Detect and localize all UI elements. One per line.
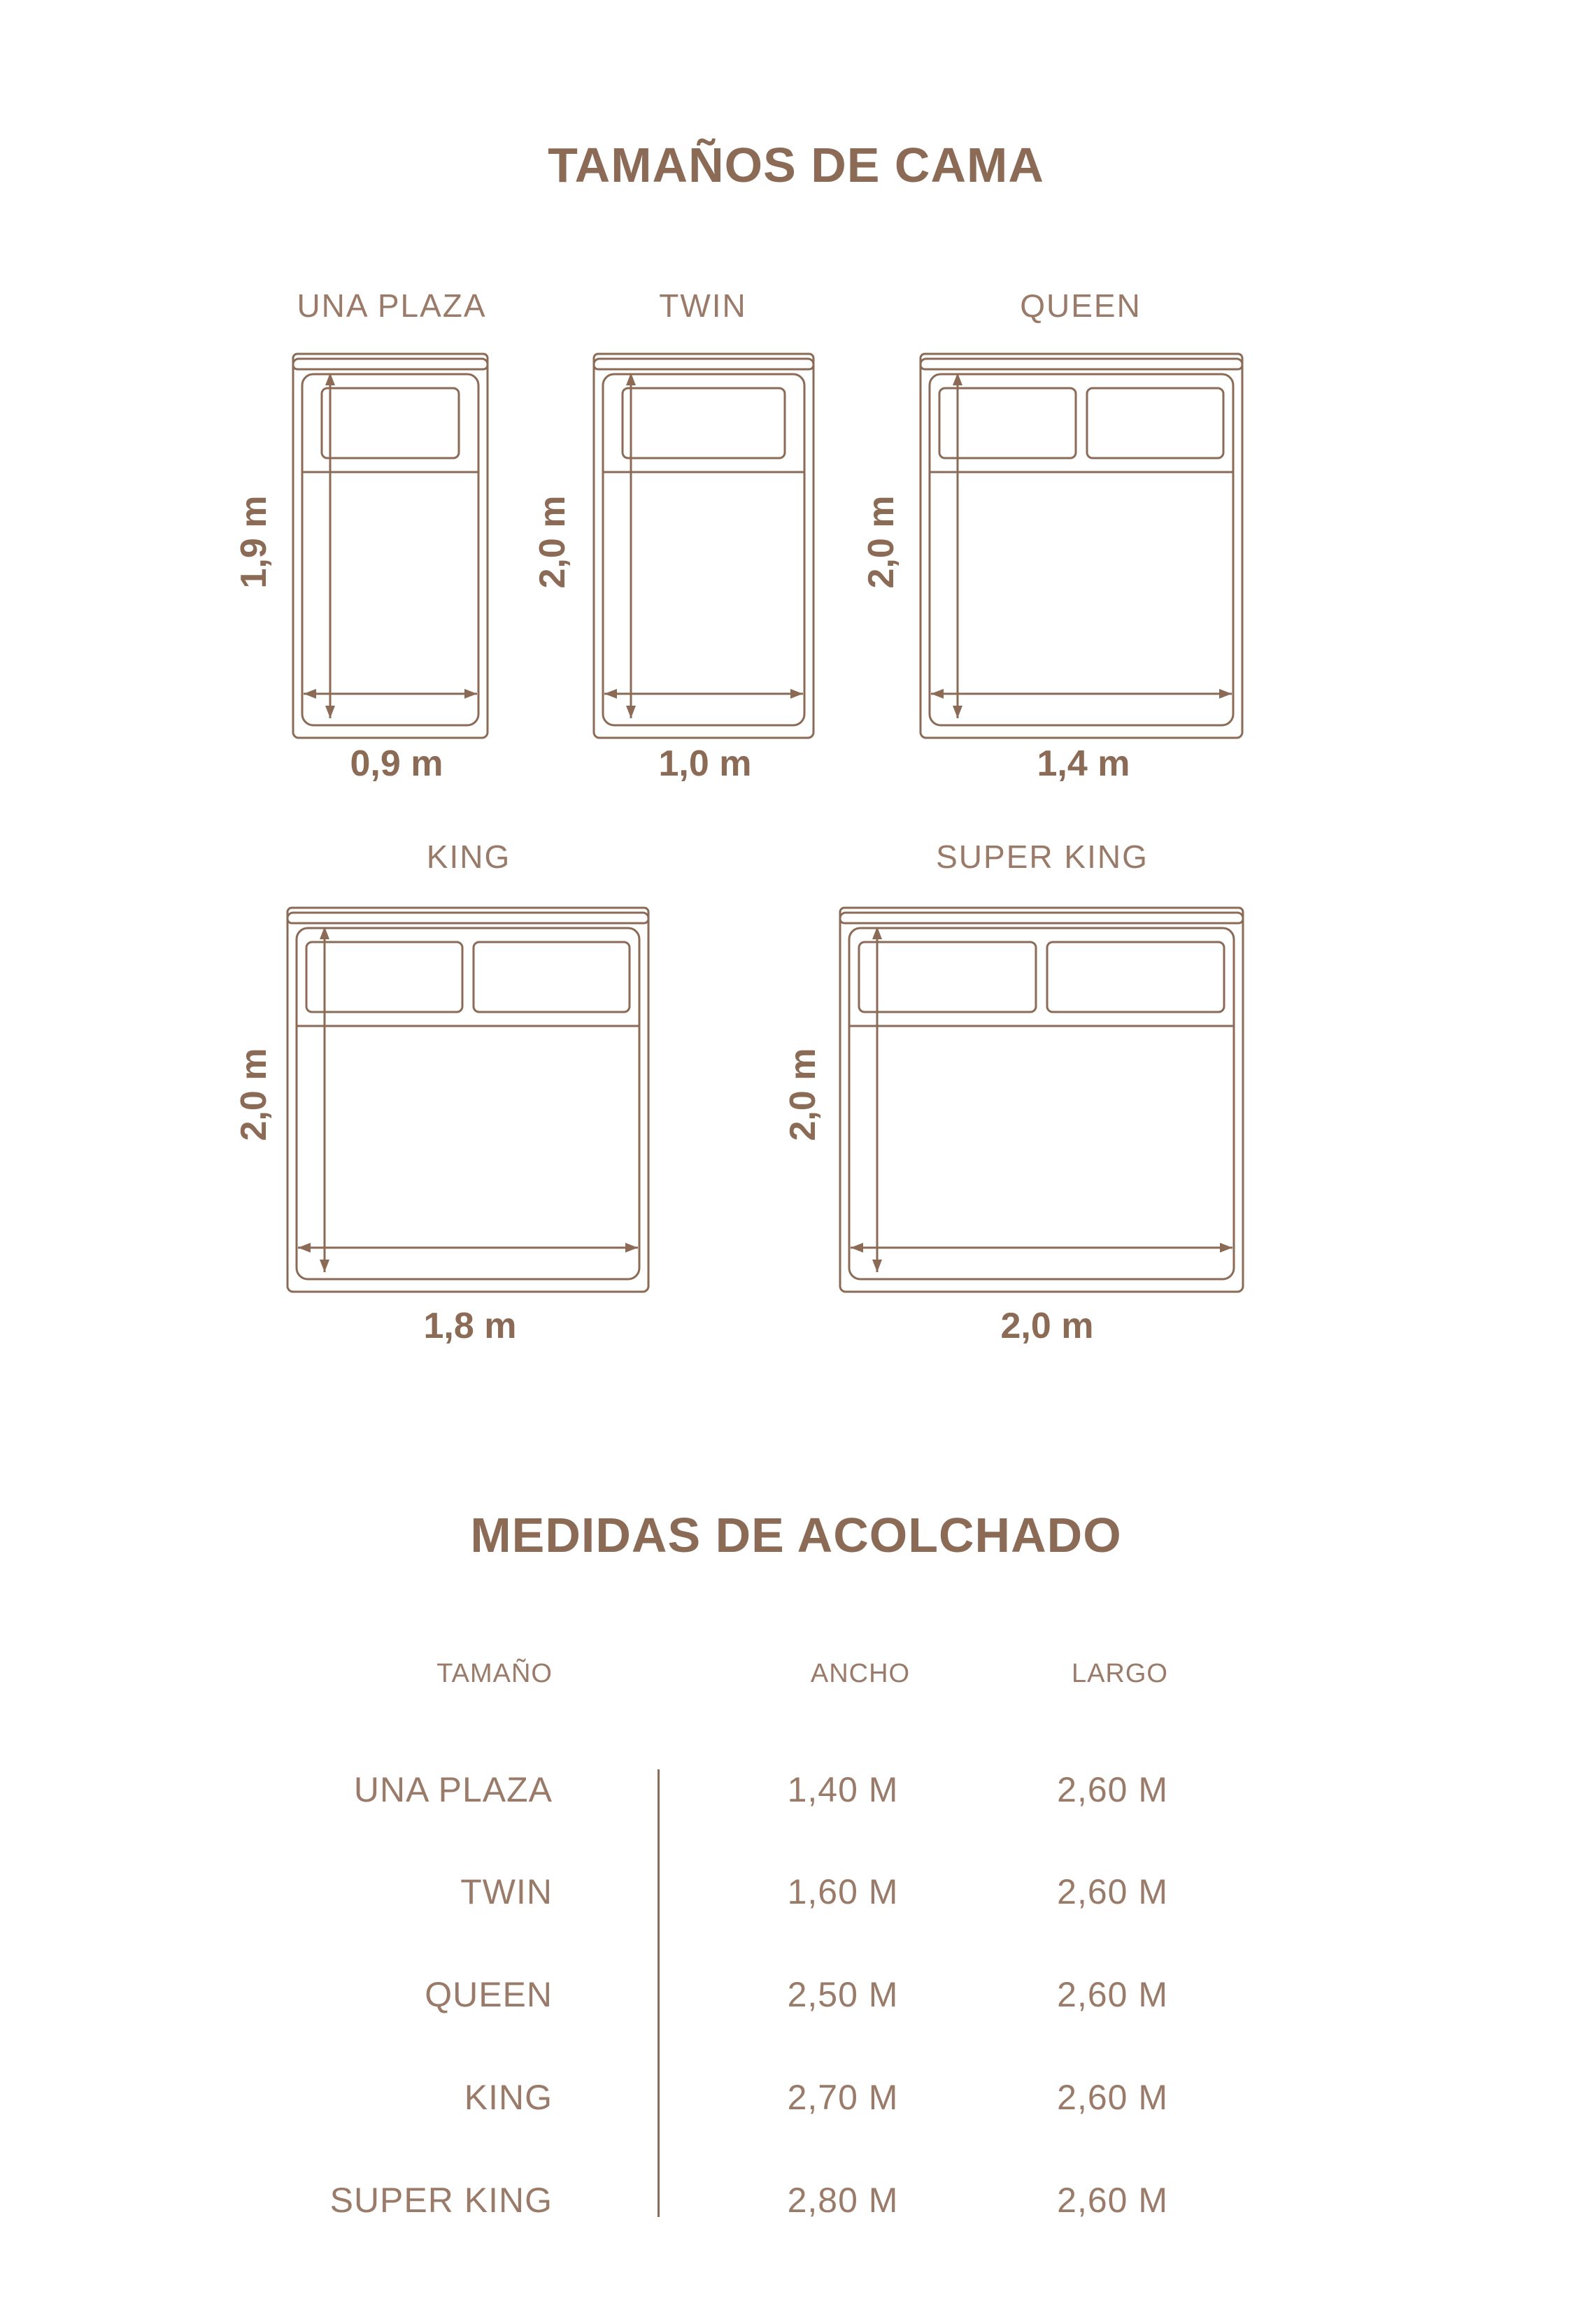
width-label-queen: 1,4 m	[1037, 743, 1130, 784]
headboard	[840, 908, 1243, 923]
arrowhead	[604, 689, 617, 699]
table-row-length: 2,60 M	[1057, 1872, 1168, 1911]
arrowhead	[872, 1260, 882, 1272]
table-row-size: QUEEN	[425, 1975, 553, 2014]
bed-frame	[287, 913, 648, 1292]
bed-name-super-king: SUPER KING	[936, 839, 1149, 875]
pillow	[1047, 942, 1224, 1012]
arrowhead	[320, 1260, 329, 1272]
length-label-una-plaza: 1,9 m	[234, 495, 274, 589]
table-row-width: 2,50 M	[787, 1975, 899, 2014]
headboard	[293, 354, 488, 369]
bed-name-twin: TWIN	[659, 287, 747, 324]
table-row-width: 1,60 M	[787, 1872, 899, 1911]
arrowhead	[304, 689, 316, 699]
pillow	[623, 388, 785, 458]
width-label-una-plaza: 0,9 m	[350, 743, 443, 784]
table-row-size: UNA PLAZA	[353, 1770, 553, 1809]
pillow	[939, 388, 1076, 458]
table-row-length: 2,60 M	[1057, 2181, 1168, 2220]
arrowhead	[626, 706, 636, 718]
mattress	[302, 374, 478, 725]
bed-diagram-queen	[920, 353, 1243, 739]
table-row-size: TWIN	[460, 1872, 553, 1911]
pillow	[306, 942, 462, 1012]
table-row-length: 2,60 M	[1057, 1975, 1168, 2014]
arrowhead	[953, 706, 962, 718]
arrowhead	[1220, 1243, 1232, 1253]
width-label-super-king: 2,0 m	[1000, 1306, 1094, 1346]
table-divider	[658, 1769, 660, 2217]
length-label-super-king: 2,0 m	[783, 1048, 823, 1141]
table-header-length: LARGO	[1071, 1659, 1168, 1688]
bed-diagram-king	[287, 907, 649, 1293]
quilt-sizes-title: MEDIDAS DE ACOLCHADO	[470, 1508, 1122, 1562]
bed-name-una-plaza: UNA PLAZA	[297, 287, 487, 324]
headboard	[594, 354, 813, 369]
bed-name-king: KING	[426, 839, 511, 875]
arrowhead	[931, 689, 944, 699]
arrowhead	[851, 1243, 863, 1253]
arrowhead	[790, 689, 803, 699]
mattress	[930, 374, 1233, 725]
bed-sizes-title: TAMAÑOS DE CAMA	[548, 138, 1044, 192]
arrowhead	[1219, 689, 1232, 699]
table-header-size: TAMAÑO	[436, 1659, 553, 1688]
table-row-width: 2,80 M	[787, 2181, 899, 2220]
table-row-size: SUPER KING	[329, 2181, 553, 2220]
table-row-width: 2,70 M	[787, 2078, 899, 2117]
headboard	[921, 354, 1242, 369]
table-row-size: KING	[464, 2078, 553, 2117]
arrowhead	[625, 1243, 638, 1253]
length-label-twin: 2,0 m	[532, 495, 573, 589]
pillow	[474, 942, 630, 1012]
bed-diagram-super-king	[839, 907, 1244, 1293]
headboard	[287, 908, 648, 923]
pillow	[322, 388, 459, 458]
mattress	[297, 928, 639, 1279]
bed-name-queen: QUEEN	[1020, 287, 1142, 324]
bed-frame	[594, 359, 813, 738]
arrowhead	[464, 689, 477, 699]
bed-diagram-twin	[593, 353, 814, 739]
table-row-width: 1,40 M	[787, 1770, 899, 1809]
table-row-length: 2,60 M	[1057, 1770, 1168, 1809]
bed-frame	[921, 359, 1242, 738]
table-row-length: 2,60 M	[1057, 2078, 1168, 2117]
table-header-width: ANCHO	[810, 1659, 911, 1688]
arrowhead	[325, 706, 335, 718]
arrowhead	[298, 1243, 311, 1253]
length-label-queen: 2,0 m	[861, 495, 902, 589]
pillow	[859, 942, 1036, 1012]
length-label-king: 2,0 m	[234, 1048, 274, 1141]
bed-frame	[840, 913, 1243, 1292]
mattress	[849, 928, 1234, 1279]
mattress	[603, 374, 804, 725]
width-label-twin: 1,0 m	[658, 743, 752, 784]
pillow	[1087, 388, 1223, 458]
width-label-king: 1,8 m	[423, 1306, 517, 1346]
bed-diagram-una-plaza	[292, 353, 488, 739]
